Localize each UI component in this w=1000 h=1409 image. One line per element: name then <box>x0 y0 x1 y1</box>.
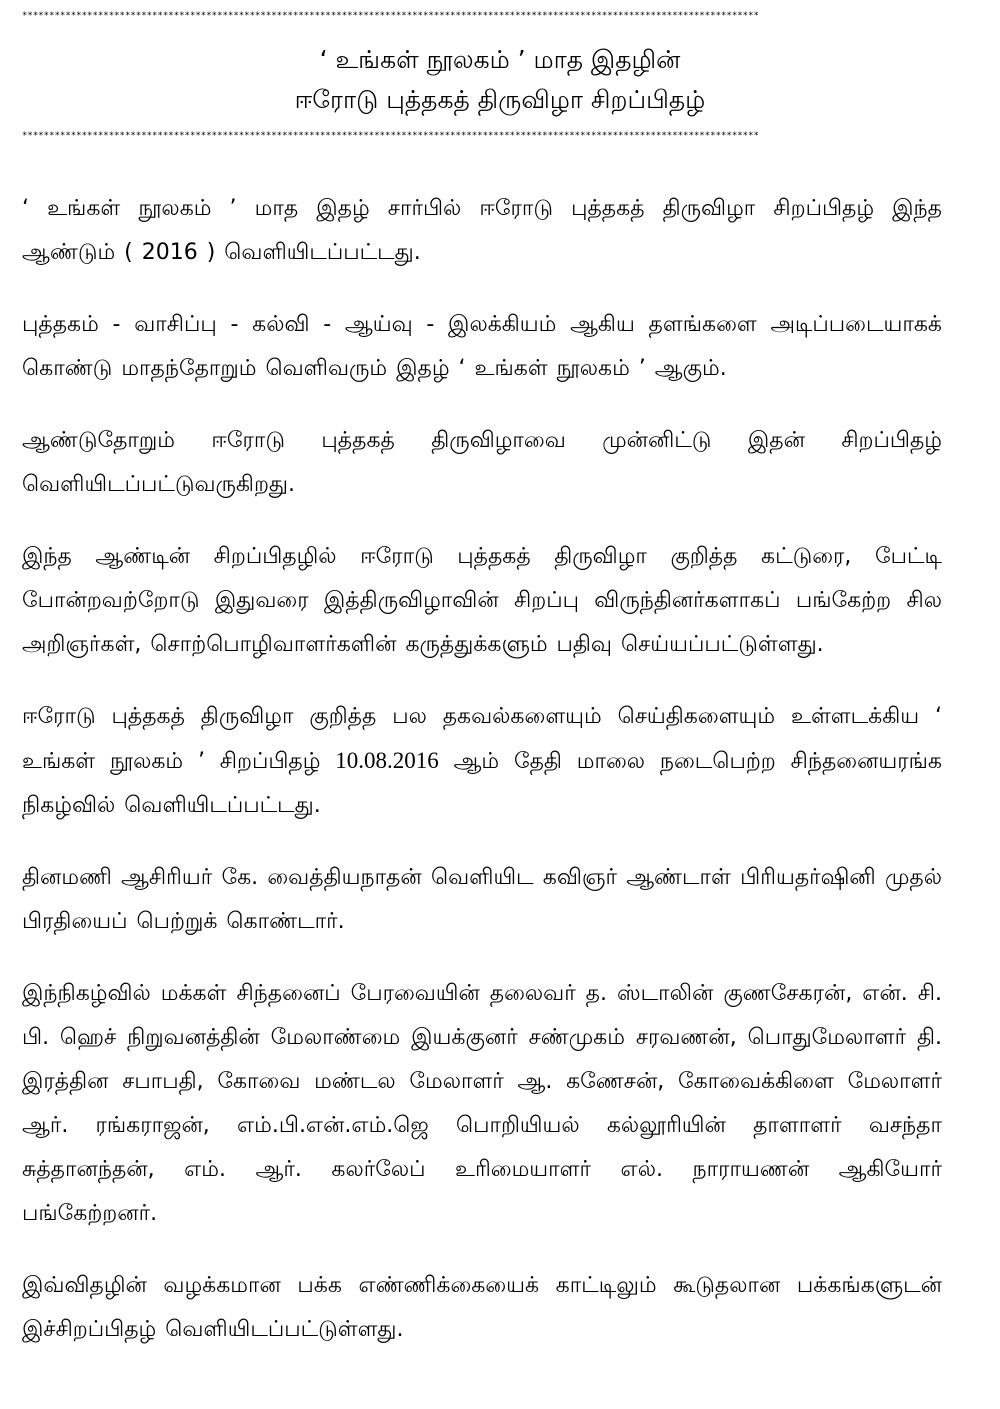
asterisk-divider-top: **************************************************************************************************************************************** <box>22 11 759 21</box>
paragraph-8: இவ்விதழின் வழக்கமான பக்க எண்ணிக்கையைக் காட்டிலும் கூடுதலான பக்கங்களுடன் இச்சிறப்பிதழ் வெளியிடப்பட்டுள்ளது. <box>22 1273 942 1342</box>
paragraph-7: இந்நிகழ்வில் மக்கள் சிந்தனைப் பேரவையின் தலைவர் த. ஸ்டாலின் குணசேகரன், என். சி. பி. ஹெச் நிறுவனத்தின் மேலாண்மை இயக்குனர் சண்முகம் சரவணன், பொதுமேலாளர் தி. இரத்தின சபாபதி, கோவை மண்டல மேலாளர் ஆ. கணேசன், கோவைக்கிளை மேலாளர் ஆர். ரங்கராஜன், எம்.பி.என்.எம்.ஜெ பொறியியல் கல்லூரியின் தாளாளர் வசந்தா சுத்தானந்தன், எம். ஆர். கலர்லேப் உரிமையாளர் எல். நாராயணன் ஆகியோர் பங்கேற்றனர். <box>22 981 942 1226</box>
paragraph-4: இந்த ஆண்டின் சிறப்பிதழில் ஈரோடு புத்தகத் திருவிழா குறித்த கட்டுரை, பேட்டி போன்றவற்றோடு இதுவரை இத்திருவிழாவின் சிறப்பு விருந்தினர்களாகப் பங்கேற்ற சில அறிஞர்கள், சொற்பொழிவாளர்களின் கருத்துக்களும் பதிவு செய்யப்பட்டுள்ளது. <box>22 544 942 657</box>
header-title-line-2: ஈரோடு புத்தகத் திருவிழா சிறப்பிதழ் <box>294 85 706 114</box>
paragraph-3: ஆண்டுதோறும் ஈரோடு புத்தகத் திருவிழாவை முன்னிட்டு இதன் சிறப்பிதழ் வெளியிடப்பட்டுவருகிறது. <box>22 428 942 497</box>
paragraph-5 <box>22 695 942 828</box>
header-title-line-1: ‘ உங்கள் நூலகம் ’ மாத இதழின் <box>319 45 681 74</box>
document-header <box>0 40 1000 120</box>
paragraph-1: ‘ உங்கள் நூலகம் ’ மாத இதழ் சார்பில் ஈரோடு புத்தகத் திருவிழா சிறப்பிதழ் இந்த ஆண்டும் ( 2016 ) வெளியிடப்பட்டது. <box>22 196 942 265</box>
paragraph-5-text-after: ஆம் தேதி மாலை நடைபெற்ற சிந்தனையரங்க நிகழ்வில் வெளியிடப்பட்டது. <box>22 749 942 818</box>
release-date: 10.08.2016 <box>335 748 439 773</box>
article-body <box>22 187 942 1380</box>
paragraph-2: புத்தகம் - வாசிப்பு - கல்வி - ஆய்வு - இலக்கியம் ஆகிய தளங்களை அடிப்படையாகக் கொண்டு மாதந்தோறும் வெளிவரும் இதழ் ‘ உங்கள் நூலகம் ’ ஆகும். <box>22 312 942 381</box>
paragraph-6: தினமணி ஆசிரியர் கே. வைத்தியநாதன் வெளியிட கவிஞர் ஆண்டாள் பிரியதர்ஷினி முதல் பிரதியைப் பெற்றுக் கொண்டார். <box>22 865 942 934</box>
paragraph-5-text-before: ஈரோடு புத்தகத் திருவிழா குறித்த பல தகவல்களையும் செய்திகளையும் உள்ளடக்கிய ‘ உங்கள் நூலகம் ’ சிறப்பிதழ் <box>22 704 942 774</box>
asterisk-divider-bottom: **************************************************************************************************************************************** <box>22 131 759 141</box>
